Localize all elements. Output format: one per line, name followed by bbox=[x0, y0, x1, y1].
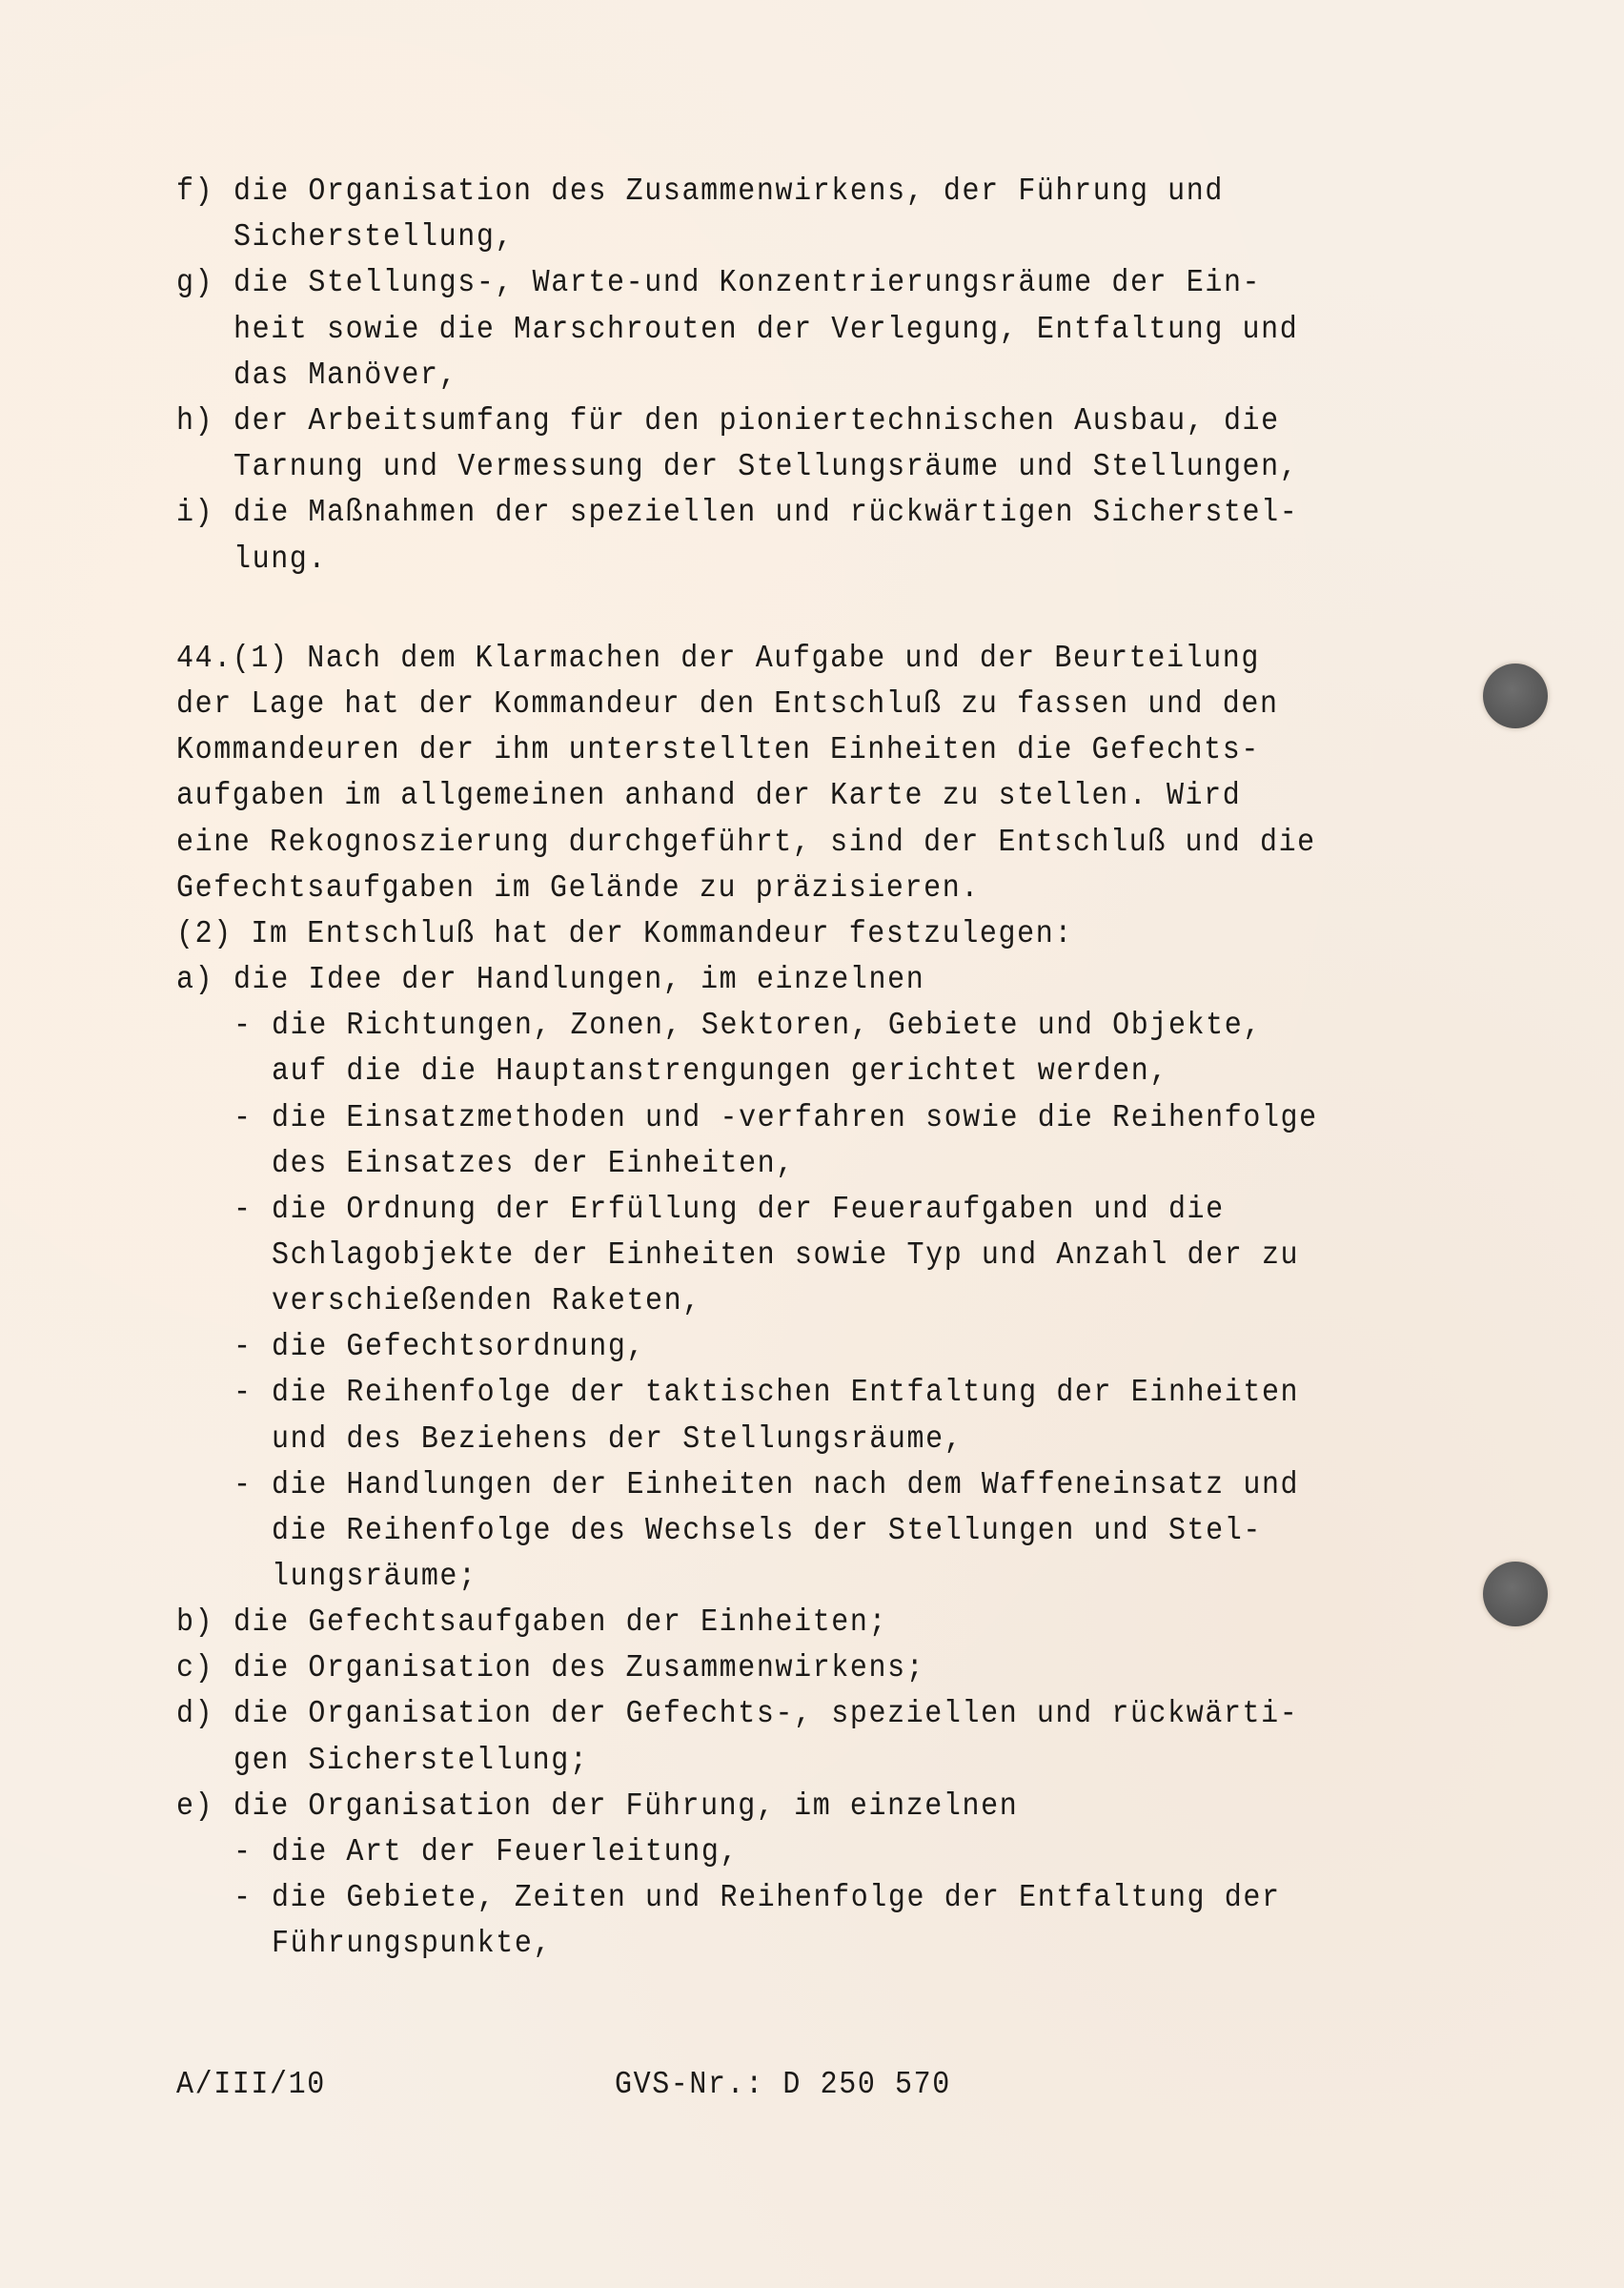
bullet-dash: - bbox=[233, 1834, 253, 1871]
list-item-label: b) bbox=[176, 1604, 214, 1642]
list-item-label: i) bbox=[176, 495, 214, 532]
list-item-label: d) bbox=[176, 1696, 214, 1733]
punch-hole-bottom bbox=[1483, 1562, 1548, 1626]
sub-item-text: die Gebiete, Zeiten und Reihenfolge der Entfaltung der bbox=[272, 1880, 1281, 1917]
sub-item-text: verschießenden Raketen, bbox=[272, 1283, 701, 1320]
paragraph-line: Kommandeuren der ihm unterstellten Einheiten die Gefechts- bbox=[176, 732, 1260, 769]
paragraph-line: 44.(1) Nach dem Klarmachen der Aufgabe und der Beurteilung bbox=[176, 641, 1260, 678]
document-number: GVS-Nr.: D 250 570 bbox=[615, 2067, 951, 2104]
list-item-text: die Idee der Handlungen, im einzelnen bbox=[233, 962, 925, 999]
list-item-text: Sicherstellung, bbox=[233, 219, 515, 256]
sub-item-text: die Reihenfolge des Wechsels der Stellungen und Stel- bbox=[272, 1512, 1262, 1550]
sub-item-text: die Einsatzmethoden und -verfahren sowie die Reihenfolge bbox=[272, 1099, 1318, 1136]
bullet-dash: - bbox=[233, 1880, 253, 1917]
sub-item-text: die Gefechtsordnung, bbox=[272, 1329, 646, 1366]
bullet-dash: - bbox=[233, 1375, 253, 1412]
list-item-text: der Arbeitsumfang für den pioniertechnischen Ausbau, die bbox=[233, 403, 1280, 440]
bullet-dash: - bbox=[233, 1466, 253, 1503]
list-item-label: c) bbox=[176, 1650, 214, 1687]
list-item-text: die Organisation des Zusammenwirkens; bbox=[233, 1650, 925, 1687]
paragraph-line: (2) Im Entschluß hat der Kommandeur festzulegen: bbox=[176, 916, 1073, 953]
list-item-text: gen Sicherstellung; bbox=[233, 1742, 589, 1779]
sub-item-text: lungsräume; bbox=[272, 1559, 477, 1596]
paragraph-line: der Lage hat der Kommandeur den Entschluß zu fassen und den bbox=[176, 686, 1279, 724]
sub-item-text: Führungspunkte, bbox=[272, 1926, 553, 1963]
page-reference: A/III/10 bbox=[176, 2067, 326, 2104]
sub-item-text: die Richtungen, Zonen, Sektoren, Gebiete und Objekte, bbox=[272, 1008, 1262, 1045]
paragraph-line: Gefechtsaufgaben im Gelände zu präzisieren. bbox=[176, 869, 980, 907]
punch-hole-top bbox=[1483, 664, 1548, 728]
bullet-dash: - bbox=[233, 1191, 253, 1228]
paragraph-line: eine Rekognoszierung durchgeführt, sind der Entschluß und die bbox=[176, 824, 1316, 861]
paragraph-line: aufgaben im allgemeinen anhand der Karte zu stellen. Wird bbox=[176, 778, 1242, 815]
list-item-label: e) bbox=[176, 1788, 214, 1825]
list-item-text: die Gefechtsaufgaben der Einheiten; bbox=[233, 1604, 888, 1642]
bullet-dash: - bbox=[233, 1099, 253, 1136]
list-item-text: die Organisation der Führung, im einzelnen bbox=[233, 1788, 1019, 1825]
list-item-label: f) bbox=[176, 174, 214, 211]
list-item-text: lung. bbox=[233, 541, 328, 578]
sub-item-text: Schlagobjekte der Einheiten sowie Typ und Anzahl der zu bbox=[272, 1237, 1300, 1275]
list-item-text: die Organisation der Gefechts-, speziellen und rückwärti- bbox=[233, 1696, 1299, 1733]
sub-item-text: und des Beziehens der Stellungsräume, bbox=[272, 1420, 964, 1458]
list-item-text: heit sowie die Marschrouten der Verlegung, Entfaltung und bbox=[233, 311, 1299, 348]
sub-item-text: die Reihenfolge der taktischen Entfaltung der Einheiten bbox=[272, 1375, 1300, 1412]
bullet-dash: - bbox=[233, 1329, 253, 1366]
sub-item-text: die Ordnung der Erfüllung der Feueraufgaben und die bbox=[272, 1191, 1225, 1228]
sub-item-text: die Art der Feuerleitung, bbox=[272, 1834, 740, 1871]
list-item-text: die Stellungs-, Warte-und Konzentrierungsräume der Ein- bbox=[233, 265, 1262, 302]
list-item-label: g) bbox=[176, 265, 214, 302]
list-item-label: h) bbox=[176, 403, 214, 440]
list-item-text: das Manöver, bbox=[233, 357, 458, 394]
sub-item-text: des Einsatzes der Einheiten, bbox=[272, 1145, 795, 1182]
sub-item-text: auf die die Hauptanstrengungen gerichtet werden, bbox=[272, 1053, 1168, 1091]
list-item-text: die Organisation des Zusammenwirkens, der Führung und bbox=[233, 174, 1224, 211]
list-item-text: Tarnung und Vermessung der Stellungsräume und Stellungen, bbox=[233, 449, 1299, 486]
sub-item-text: die Handlungen der Einheiten nach dem Waffeneinsatz und bbox=[272, 1466, 1300, 1503]
bullet-dash: - bbox=[233, 1008, 253, 1045]
list-item-text: die Maßnahmen der speziellen und rückwärtigen Sicherstel- bbox=[233, 495, 1299, 532]
list-item-label: a) bbox=[176, 962, 214, 999]
